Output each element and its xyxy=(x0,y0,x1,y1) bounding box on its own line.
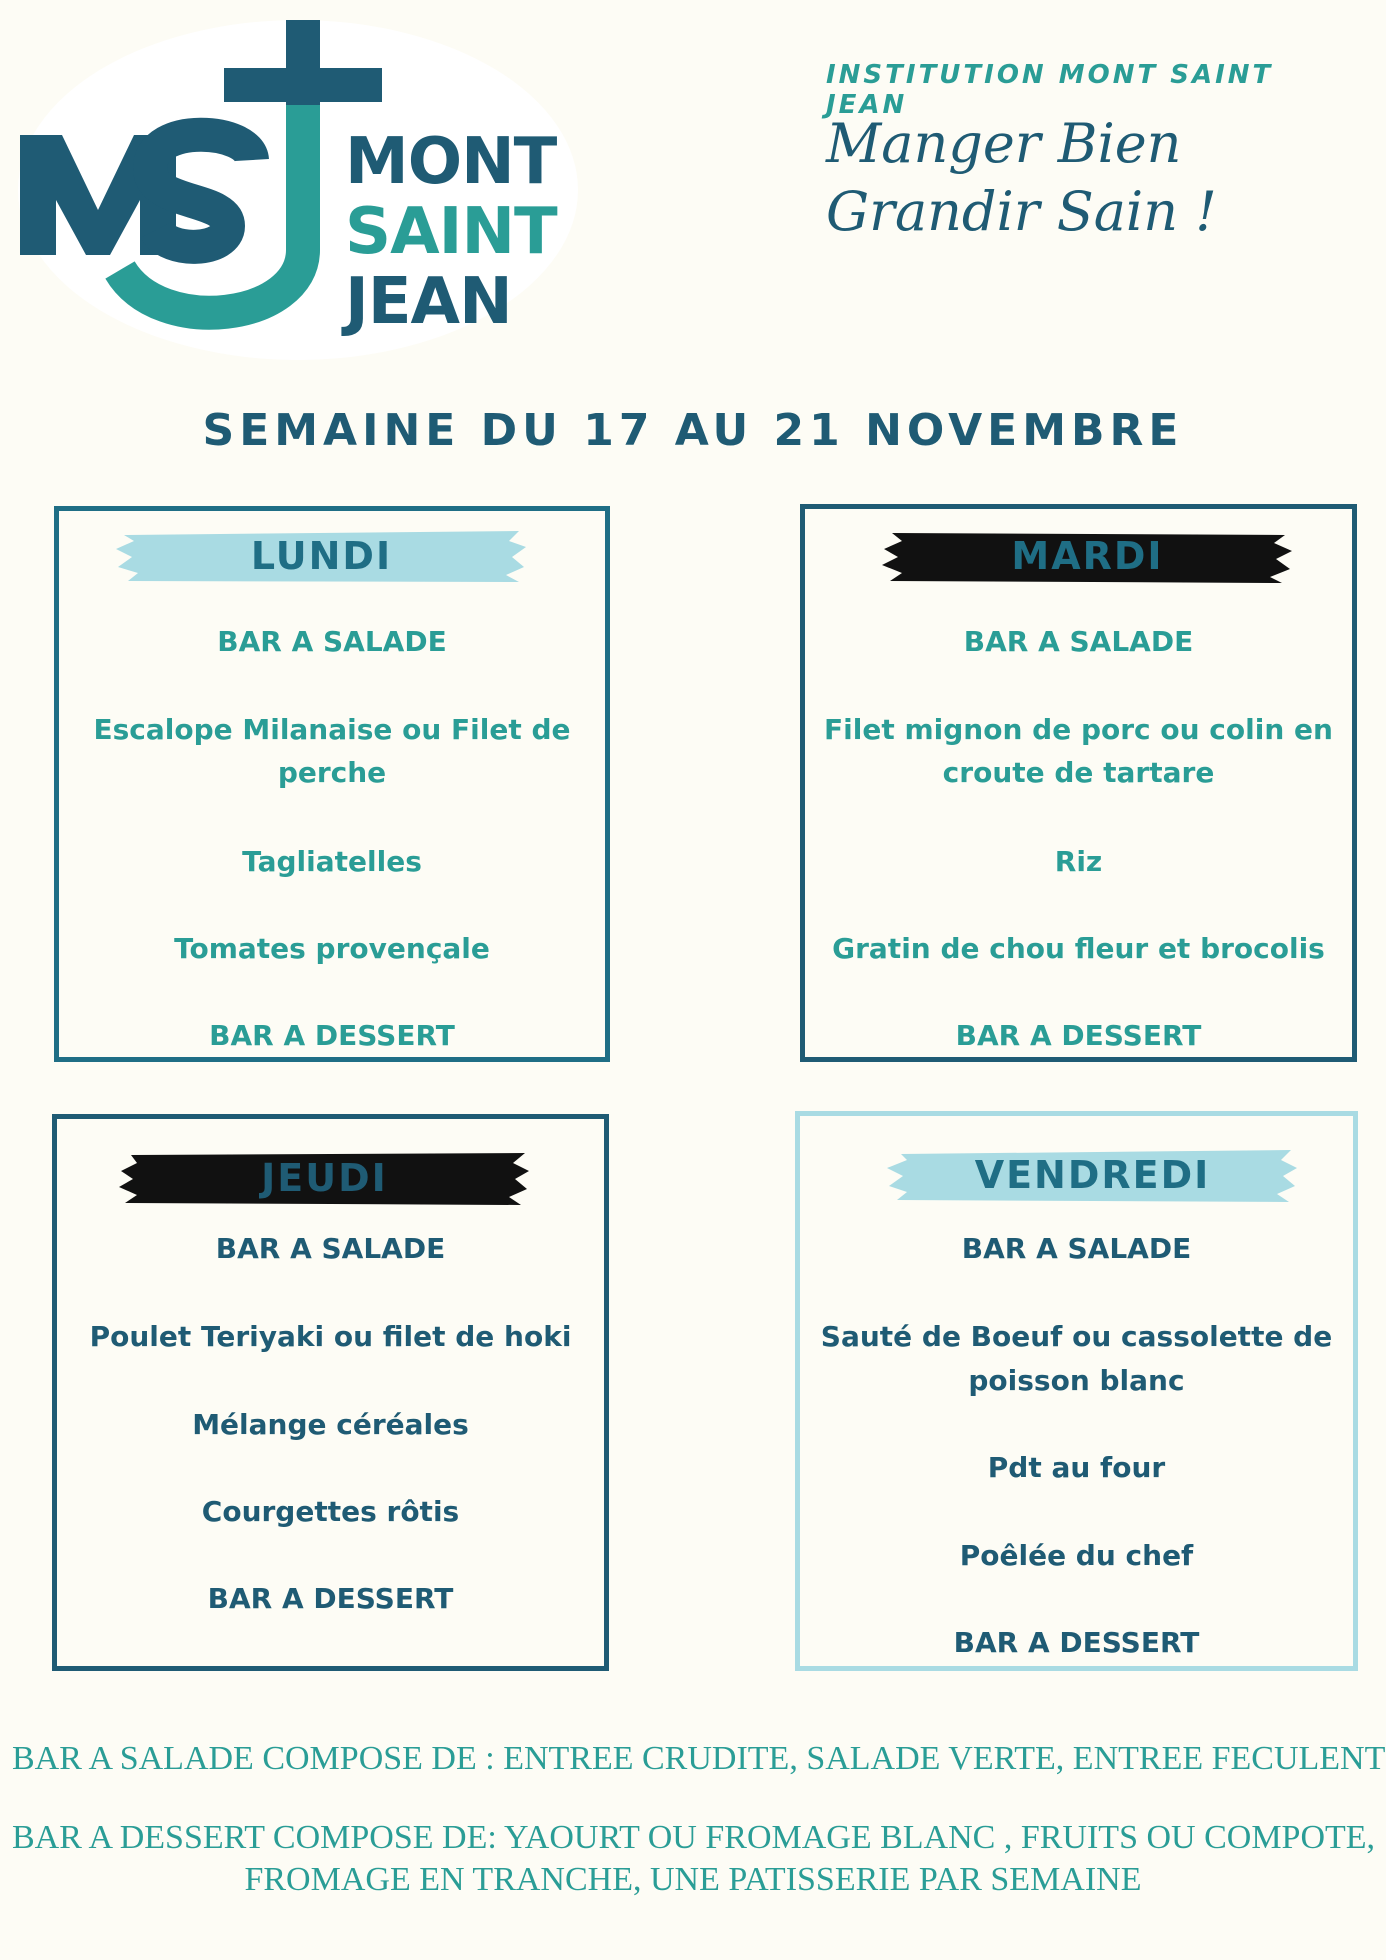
day-label: MARDI xyxy=(1011,534,1164,578)
menu-item-side: Tagliatelles xyxy=(242,845,422,878)
menu-item-main: Poulet Teriyaki ou filet de hoki xyxy=(89,1320,572,1353)
menu-item-main-line2: croute de tartare xyxy=(942,756,1215,789)
menu-item-dessert-bar: BAR A DESSERT xyxy=(209,1019,455,1052)
footer-dessert-bar-composition-line1: BAR A DESSERT COMPOSE DE: YAOURT OU FROMAGE BLANC , FRUITS OU COMPOTE, xyxy=(12,1819,1376,1856)
day-card-lundi xyxy=(54,506,610,1062)
logo-word-saint: SAINT xyxy=(345,195,557,269)
menu-item-main-line1: Filet mignon de porc ou colin en xyxy=(824,713,1333,746)
menu-item-salad-bar: BAR A SALADE xyxy=(963,625,1194,658)
label-brush xyxy=(117,1149,532,1207)
menu-item-vegetable: Gratin de chou fleur et brocolis xyxy=(832,932,1325,965)
slogan-line-1: Manger Bien xyxy=(826,112,1182,175)
label-brush xyxy=(880,527,1295,585)
day-card-mardi xyxy=(800,504,1357,1062)
day-label: JEUDI xyxy=(261,1156,388,1200)
menu-item-side: Pdt au four xyxy=(987,1451,1166,1484)
menu-item-main-line2: perche xyxy=(277,756,387,789)
footer-salad-bar-composition: BAR A SALADE COMPOSE DE : ENTREE CRUDITE, SALADE VERTE, ENTREE FECULENT xyxy=(12,1740,1386,1777)
slogan-line-2: Grandir Sain ! xyxy=(826,180,1217,243)
menu-item-dessert-bar: BAR A DESSERT xyxy=(955,1019,1202,1052)
menu-item-main-line1: Sauté de Boeuf ou cassolette de xyxy=(820,1320,1333,1353)
menu-item-main-line1: Escalope Milanaise ou Filet de xyxy=(93,713,571,746)
menu-item-dessert-bar: BAR A DESSERT xyxy=(953,1626,1200,1659)
menu-item-vegetable: Tomates provençale xyxy=(174,932,490,965)
label-brush xyxy=(885,1146,1300,1204)
menu-item-main-line2: poisson blanc xyxy=(968,1364,1185,1397)
logo-word-jean: JEAN xyxy=(345,265,512,339)
menu-item-salad-bar: BAR A SALADE xyxy=(215,1232,446,1265)
menu-item-salad-bar: BAR A SALADE xyxy=(217,625,447,658)
logo-word-mont: MONT xyxy=(345,125,557,199)
institution-name: INSTITUTION MONT SAINT JEAN xyxy=(826,60,1274,120)
logo-wordmark xyxy=(340,120,557,340)
menu-item-vegetable: Courgettes rôtis xyxy=(201,1495,460,1528)
day-label: LUNDI xyxy=(250,534,393,578)
footer-dessert-bar-composition-line2: FROMAGE EN TRANCHE, UNE PATISSERIE PAR SEMAINE xyxy=(244,1861,1142,1898)
label-brush xyxy=(114,527,529,585)
day-card-jeudi xyxy=(52,1114,609,1671)
menu-item-side: Mélange céréales xyxy=(192,1408,469,1441)
menu-item-vegetable: Poêlée du chef xyxy=(959,1539,1194,1572)
menu-item-dessert-bar: BAR A DESSERT xyxy=(207,1582,454,1615)
day-label: VENDREDI xyxy=(974,1153,1211,1197)
menu-item-salad-bar: BAR A SALADE xyxy=(961,1232,1192,1265)
menu-item-side: Riz xyxy=(1054,845,1103,878)
week-title: SEMAINE DU 17 AU 21 NOVEMBRE xyxy=(202,405,1184,456)
day-card-vendredi xyxy=(795,1111,1358,1671)
